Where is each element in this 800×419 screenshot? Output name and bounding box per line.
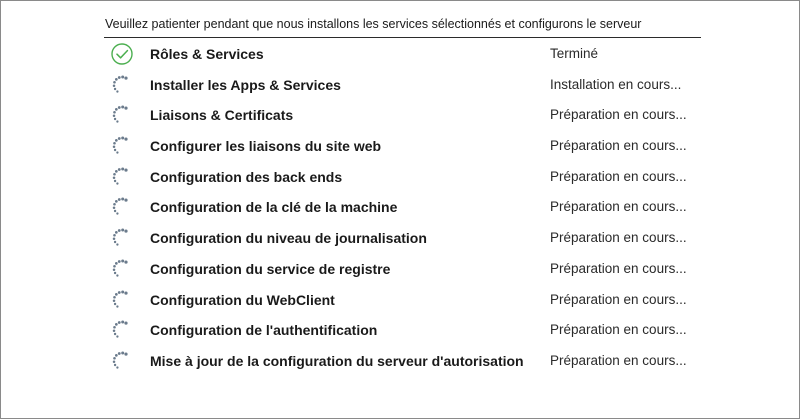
step-label: Configurer les liaisons du site web bbox=[150, 138, 382, 155]
spinner-icon bbox=[109, 103, 135, 127]
spinner-icon bbox=[109, 195, 135, 219]
step-label: Configuration des back ends bbox=[150, 168, 343, 185]
step-status: Préparation en cours... bbox=[550, 168, 687, 184]
spinner-icon bbox=[109, 288, 135, 312]
spinner-icon bbox=[109, 257, 135, 281]
step-row bbox=[1, 39, 800, 70]
step-status: Terminé bbox=[550, 46, 599, 61]
step-row bbox=[1, 223, 800, 254]
spinner-icon bbox=[109, 134, 135, 158]
spinner-icon bbox=[109, 73, 135, 97]
step-label: Installer les Apps & Services bbox=[150, 76, 341, 93]
spinner-icon bbox=[109, 226, 135, 250]
step-label: Configuration du WebClient bbox=[150, 291, 335, 308]
checkmark-circle-icon bbox=[109, 42, 135, 66]
intro-text: Veuillez patienter pendant que nous installons les services sélectionnés et configurons le serveur bbox=[105, 17, 642, 31]
step-status: Préparation en cours... bbox=[550, 260, 687, 276]
step-status: Préparation en cours... bbox=[550, 199, 687, 215]
step-row bbox=[1, 131, 800, 162]
step-status: Préparation en cours... bbox=[550, 291, 687, 307]
steps-list bbox=[1, 39, 800, 377]
step-label: Configuration de l'authentification bbox=[150, 322, 378, 339]
header-divider bbox=[104, 37, 701, 38]
step-label: Liaisons & Certificats bbox=[150, 107, 294, 124]
step-row bbox=[1, 346, 800, 377]
step-row bbox=[1, 70, 800, 101]
spinner-icon bbox=[109, 318, 135, 342]
step-row bbox=[1, 315, 800, 346]
step-row bbox=[1, 100, 800, 131]
step-label: Configuration du niveau de journalisation bbox=[150, 230, 427, 247]
step-label: Configuration de la clé de la machine bbox=[150, 199, 398, 216]
step-label: Rôles & Services bbox=[150, 46, 264, 62]
spinner-icon bbox=[109, 165, 135, 189]
step-label: Mise à jour de la configuration du serveur d'autorisation bbox=[150, 352, 524, 369]
step-row bbox=[1, 192, 800, 223]
step-status: Préparation en cours... bbox=[550, 138, 687, 154]
step-row bbox=[1, 162, 800, 193]
step-status: Installation en cours... bbox=[550, 76, 682, 92]
step-status: Préparation en cours... bbox=[550, 322, 687, 338]
step-status: Préparation en cours... bbox=[550, 230, 687, 246]
step-row bbox=[1, 285, 800, 316]
step-row bbox=[1, 254, 800, 285]
spinner-icon bbox=[109, 349, 135, 373]
step-status: Préparation en cours... bbox=[550, 107, 687, 123]
step-label: Configuration du service de registre bbox=[150, 260, 391, 277]
step-status: Préparation en cours... bbox=[550, 352, 687, 368]
